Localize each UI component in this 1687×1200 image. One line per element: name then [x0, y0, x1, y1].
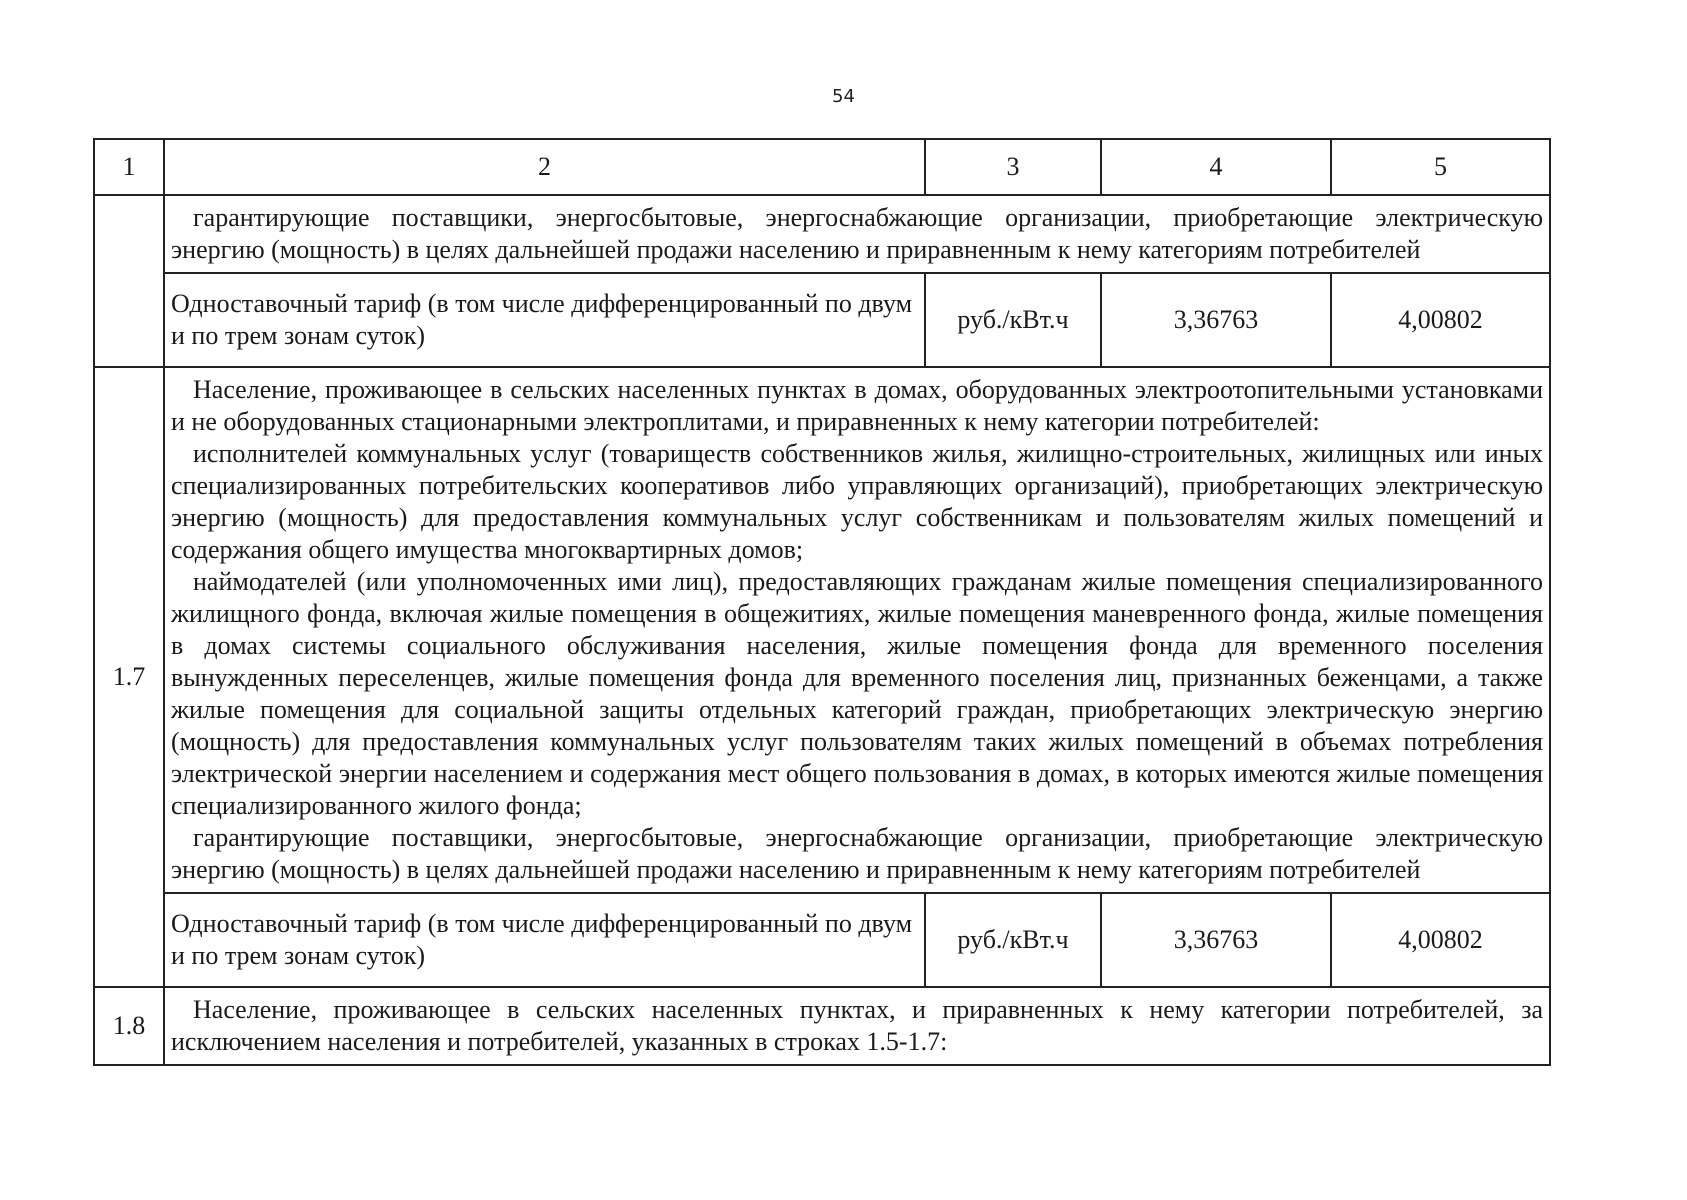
page-number: 54: [832, 86, 855, 107]
block-1-7-description-row: [94, 367, 1550, 893]
block-1-text: гарантирующие поставщики, энергосбытовые, энергоснабжающие организации, приобретающие электрическую энергию (мощность) в целях дальнейшей продажи населению и приравненным к нему категориям потребителей: [171, 203, 1543, 264]
table-header-row: [94, 139, 1550, 195]
block-1-8-number: 1.8: [94, 987, 164, 1065]
block-1-tariff-name: Одноставочный тариф (в том числе дифференцированный по двум и по трем зонам суток): [164, 273, 925, 367]
block-1-number: [94, 195, 164, 367]
block-1-7-tariff-value-4: 3,36763: [1101, 893, 1331, 987]
block-1-7-tariff-row: [94, 893, 1550, 987]
header-col-5: 5: [1331, 139, 1550, 195]
block-1-8-description: [164, 987, 1550, 1065]
block-1-tariff-value-4: 3,36763: [1101, 273, 1331, 367]
block-1-7-tariff-name: Одноставочный тариф (в том числе дифференцированный по двум и по трем зонам суток): [164, 893, 925, 987]
header-col-4: 4: [1101, 139, 1331, 195]
block-1-7-paragraph-2: исполнителей коммунальных услуг (товариществ собственников жилья, жилищно-строительных, жилищных или иных специализированных потребительских кооперативов либо управляющих организаций), приобретающих электрическую энергию (мощность) для предоставления коммунальных услуг собственникам и пользователям жилых помещений и содержания общего имущества многоквартирных домов;: [171, 439, 1543, 564]
block-1-description-row: [94, 195, 1550, 273]
block-1-7-paragraph-4: гарантирующие поставщики, энергосбытовые, энергоснабжающие организации, приобретающие электрическую энергию (мощность) в целях дальнейшей продажи населению и приравненным к нему категориям потребителей: [171, 823, 1543, 884]
header-col-1: 1: [94, 139, 164, 195]
block-1-7-description: [164, 367, 1550, 893]
tariff-table: [93, 138, 1551, 1066]
block-1-7-tariff-value-5: 4,00802: [1331, 893, 1550, 987]
block-1-7-paragraph-1: Население, проживающее в сельских населенных пунктах в домах, оборудованных электроотопительными установками и не оборудованных стационарными электроплитами, и приравненных к нему категории потребителей:: [171, 375, 1543, 436]
block-1-tariff-row: [94, 273, 1550, 367]
block-1-description: [164, 195, 1550, 273]
block-1-8-row: [94, 987, 1550, 1065]
header-col-2: 2: [164, 139, 925, 195]
block-1-tariff-value-5: 4,00802: [1331, 273, 1550, 367]
block-1-7-tariff-unit: руб./кВт.ч: [925, 893, 1101, 987]
header-col-3: 3: [925, 139, 1101, 195]
block-1-tariff-unit: руб./кВт.ч: [925, 273, 1101, 367]
block-1-8-text: Население, проживающее в сельских населенных пунктах, и приравненных к нему категории потребителей, за исключением населения и потребителей, указанных в строках 1.5-1.7:: [171, 995, 1543, 1056]
block-1-7-number: 1.7: [94, 367, 164, 987]
block-1-7-paragraph-3: наймодателей (или уполномоченных ими лиц), предоставляющих гражданам жилые помещения специализированного жилищного фонда, включая жилые помещения в общежитиях, жилые помещения маневренного фонда, жилые помещения в домах системы социального обслуживания населения, жилые помещения фонда для временного поселения вынужденных переселенцев, жилые помещения фонда для временного поселения лиц, признанных беженцами, а также жилые помещения для социальной защиты отдельных категорий граждан, приобретающих электрическую энергию (мощность) для предоставления коммунальных услуг пользователям таких жилых помещений в объемах потребления электрической энергии населением и содержания мест общего пользования в домах, в которых имеются жилые помещения специализированного жилого фонда;: [171, 567, 1543, 820]
